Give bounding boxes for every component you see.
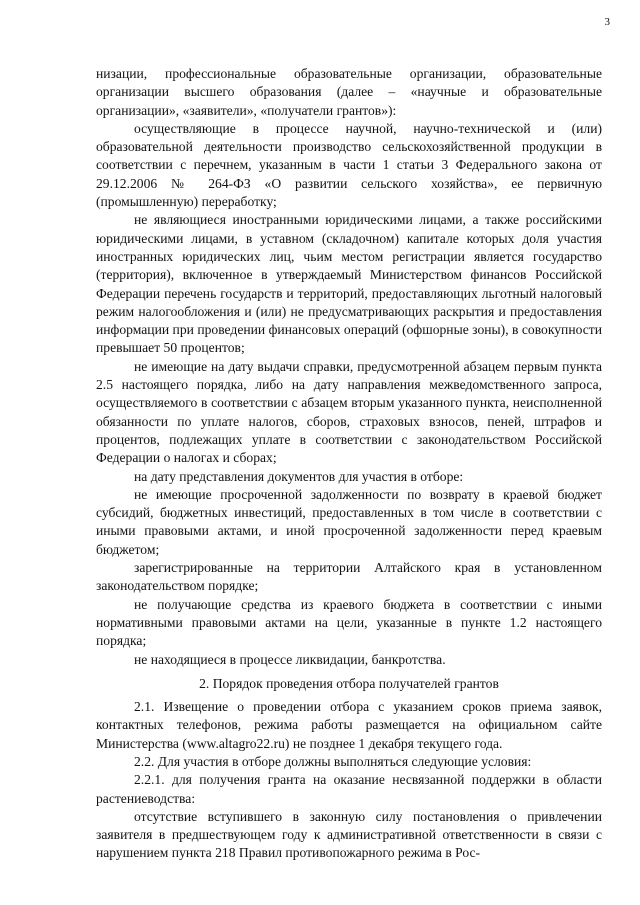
paragraph-fire-safety: отсутствие вступившего в законную силу постановления о привлечении заявителя в предшествующем году к административной ответственности в связи с нарушением пункта 218 Правил противопожарного режима в Рос- xyxy=(96,808,602,861)
paragraph-2-2-1: 2.2.1. для получения гранта на оказание несвязанной поддержки в области растениеводства: xyxy=(96,772,602,806)
paragraph-criterion-foreign-entities: не являющиеся иностранными юридическими лицами, а также российскими юридическими лицами, в уставном (складочном) капитале которых доля участия иностранных юридических лиц, чьим местом регистрации является государство (территория), включенное в утверждаемый Министерством финансов Российской Федерации перечень государств и территорий, предоставляющих льготный налоговый режим налогообложения и (или) не предусматривающих раскрытия и предоставления информации при проведении финансовых операций (офшорные зоны), в совокупности превышает 50 процентов; xyxy=(96,212,602,356)
paragraph-criterion-tax-debt: не имеющие на дату выдачи справки, предусмотренной абзацем первым пункта 2.5 настоящего порядка, либо на дату направления межведомственного запроса, осуществляемого в соответствии с абзацем вторым указанного пункта, неисполненной обязанности по уплате налогов, сборов, страховых взносов, пеней, штрафов и процентов, подлежащих уплате в соответствии с законодательством Российской Федерации о налогах и сборах; xyxy=(96,358,602,466)
paragraph-document-date: на дату представления документов для участия в отборе: xyxy=(134,468,464,484)
paragraph-continuation: низации, профессиональные образовательные организации, образовательные организации высшего образования (далее – «научные и образовательные организации», «заявители», «получатели грантов»): xyxy=(96,66,602,118)
section-heading: 2. Порядок проведения отбора получателей грантов xyxy=(199,675,499,691)
paragraph-criterion-production: осуществляющие в процессе научной, научно-технической и (или) образовательной деятельности производство сельскохозяйственной продукции в соответствии с перечнем, указанным в части 1 статьи 3 Федерального закона от 29.12.2006 № 264-ФЗ «О развитии сельского хозяйства», ее первичную (промышленную) переработку; xyxy=(96,120,602,210)
document-body xyxy=(96,65,602,863)
paragraph-criterion-liquidation: не находящиеся в процессе ликвидации, банкротства. xyxy=(134,651,446,667)
page-number: 3 xyxy=(604,16,610,28)
paragraph-criterion-budget-debt: не имеющие просроченной задолженности по возврату в краевой бюджет субсидий, бюджетных инвестиций, предоставленных в том числе в соответствии с иными правовыми актами, и иной просроченной задолженности перед краевым бюджетом; xyxy=(96,486,602,557)
paragraph-criterion-registration: зарегистрированные на территории Алтайского края в установленном законодательством порядке; xyxy=(96,560,602,594)
paragraph-criterion-other-funds: не получающие средства из краевого бюджета в соответствии с иными нормативными правовыми актами на цели, указанные в пункте 1.2 настоящего порядка; xyxy=(96,596,602,649)
paragraph-2-1: 2.1. Извещение о проведении отбора с указанием сроков приема заявок, контактных телефонов, режима работы размещается на официальном сайте Министерства (www.altagro22.ru) не позднее 1 декабря текущего года. xyxy=(96,699,602,751)
paragraph-2-2: 2.2. Для участия в отборе должны выполняться следующие условия: xyxy=(134,753,532,769)
